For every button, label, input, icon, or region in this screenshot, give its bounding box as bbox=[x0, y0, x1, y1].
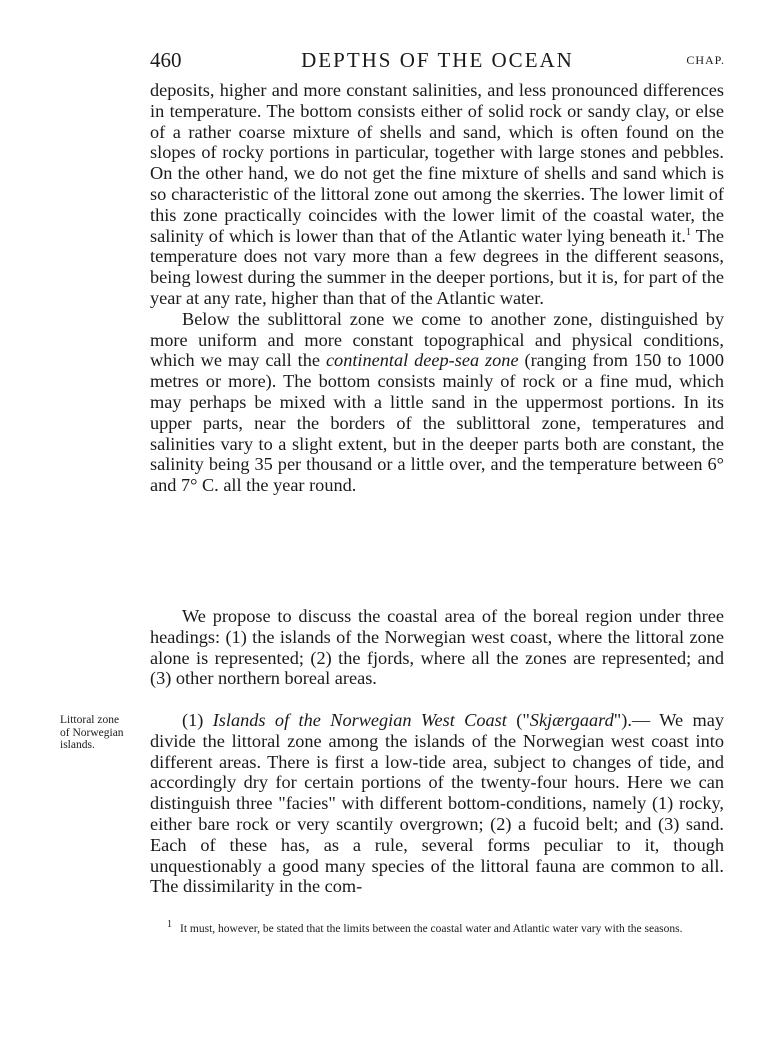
paragraph-islands bbox=[150, 710, 724, 897]
side-note-line: of Norwegian bbox=[60, 726, 124, 739]
paragraph-sublittoral bbox=[150, 80, 724, 309]
paragraph-headings: We propose to discuss the coastal area of the boreal region under three headings: (1) the islands of the Norwegian west coast, where the littoral zone alone is represented; (2) the fjords, where all the zones are represented; and (3) other northern boreal areas. bbox=[150, 606, 724, 689]
paragraph-text: (ranging from 150 to 1000 metres or more). The bottom consists mainly of rock or a fine mud, which may perhaps be mixed with a little sand in the uppermost portions. In its upper parts, near the borders of the sublittoral zone, temperatures and salinities vary to a slight extent, but in the deeper parts both are constant, the salinity being 35 per thousand or a little over, and the temperature between 6° and 7° C. all the year round. bbox=[150, 350, 724, 496]
footnote-marker: 1 bbox=[167, 919, 172, 931]
paragraph-text: ").— We may divide the littoral zone among the islands of the Norwegian west coast into different areas. There is first a low-tide area, subject to changes of tide, and accordingly dry for certain portions of the twenty-four hours. Here we can distinguish three "facies" with different bottom-conditions, namely (1) rocky, either bare rock or very scantily overgrown; (2) a fucoid belt; and (3) sand. Each of these has, as a rule, several forms peculiar to it, though unquestionably a good many species of the littoral fauna are common to all. The dissimilarity in the com- bbox=[150, 710, 725, 897]
text-block-middle bbox=[150, 606, 724, 689]
side-note bbox=[60, 714, 142, 752]
italic-heading: Islands of the Norwegian West Coast bbox=[212, 710, 507, 730]
paragraph-text: (1) bbox=[182, 710, 213, 730]
running-title: DEPTHS OF THE OCEAN bbox=[301, 48, 574, 72]
italic-term: continental deep-sea zone bbox=[325, 350, 519, 371]
paragraph-text: Below the sublittoral zone we come to another zone, distinguished by more uniform and more constant topographical and physical conditions, which we may call the bbox=[150, 308, 724, 371]
italic-term: Skjærgaard bbox=[529, 710, 614, 730]
chapter-mark: CHAP. bbox=[686, 53, 725, 67]
paragraph-text: deposits, higher and more constant salinities, and less pronounced differences in temperature. The bottom consists either of solid rock or sandy clay, or else of a rather coarse mixture of shells and sand, which is often found on the slopes of rocky portions in particular, together with large stones and pebbles. On the other hand, we do not get the fine mixture of shells and sand which is so characteristic of the littoral zone out among the skerries. The lower limit of this zone practically coincides with the lower limit of the coastal water, the salinity of which is lower than that of the Atlantic water lying beneath it. bbox=[150, 80, 724, 246]
paragraph-deep-sea-zone bbox=[150, 309, 724, 496]
footnote bbox=[150, 919, 730, 936]
footnote-text: It must, however, be stated that the limits between the coastal water and Atlantic water vary with the seasons. bbox=[180, 923, 683, 935]
paragraph-text: The temperature does not vary more than a few degrees in the different seasons, being lowest during the summer in the deeper portions, but it is, for part of the year at any rate, higher than that of the Atlantic water. bbox=[150, 225, 724, 308]
text-block-bottom bbox=[150, 710, 724, 897]
page-number: 460 bbox=[150, 48, 182, 72]
running-header bbox=[150, 48, 725, 78]
side-note-line: islands. bbox=[60, 739, 95, 751]
side-note-line: Littoral zone bbox=[60, 714, 120, 726]
footnote-reference: 1 bbox=[685, 226, 691, 238]
text-block-top bbox=[150, 80, 724, 496]
paragraph-text: (" bbox=[506, 710, 530, 730]
